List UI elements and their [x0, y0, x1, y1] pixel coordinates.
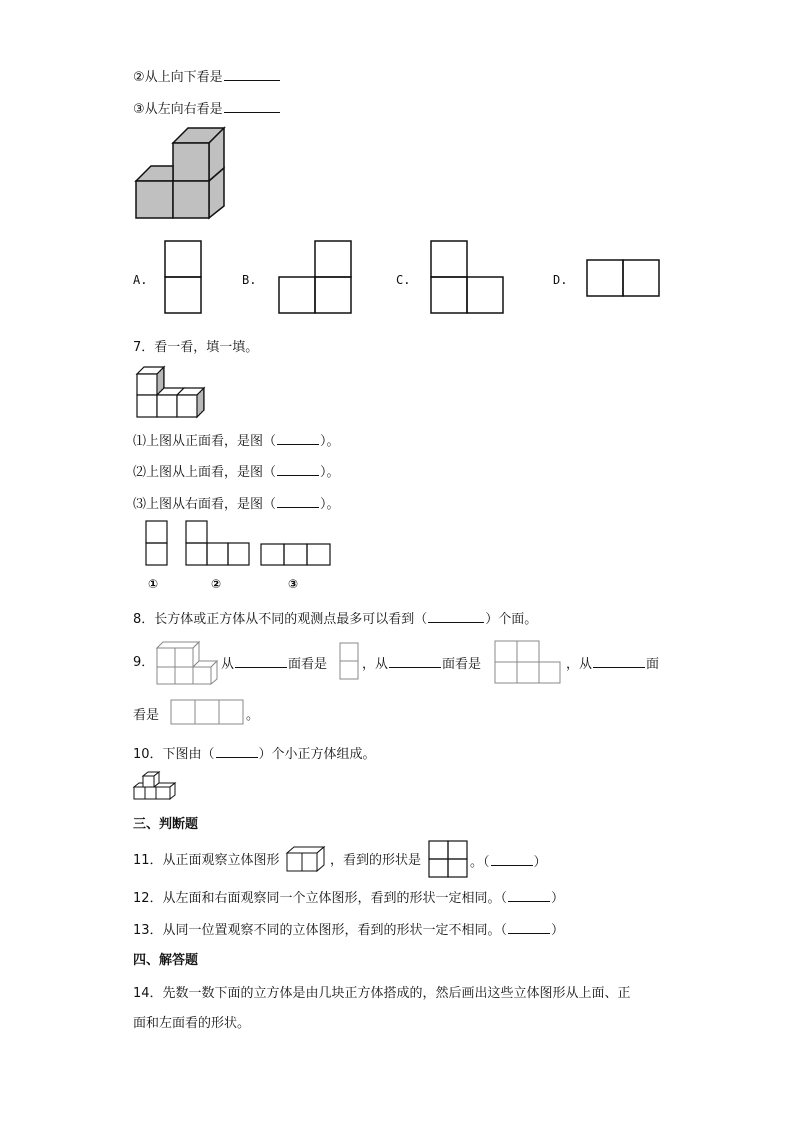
answer-blank[interactable]: [224, 67, 280, 81]
option-d-figure[interactable]: [586, 259, 662, 299]
answer-blank[interactable]: [277, 494, 319, 508]
option-b-figure[interactable]: [278, 240, 354, 316]
answer-blank[interactable]: [508, 888, 550, 902]
q7-title: 7．看一看，填一填。: [133, 340, 259, 355]
q11-mid: ，看到的形状是: [330, 853, 422, 868]
q7-solid-figure: [136, 366, 216, 422]
option-c-label: C.: [396, 273, 411, 287]
answer-blank[interactable]: [508, 920, 550, 934]
answer-blank[interactable]: [277, 462, 319, 476]
q10: 10．下图由（ ）个小正方体组成。: [133, 744, 376, 764]
option-c-figure[interactable]: [430, 240, 506, 316]
answer-blank[interactable]: [224, 99, 280, 113]
q9-part2: ，从 面看是: [362, 654, 481, 674]
q11-pre: 11．从正面观察立体图形: [133, 853, 280, 868]
q7-figure-label-3: ③: [288, 577, 299, 591]
q11-answer: 。（ ）: [470, 852, 547, 872]
q9-line2: 看是: [133, 708, 160, 723]
q13: 13．从同一位置观察不同的立体图形，看到的形状一定不相同。（ ）: [133, 920, 564, 940]
q7-sub1: ⑴上图从正面看，是图（ ）。: [133, 431, 340, 451]
option-a-figure[interactable]: [164, 240, 204, 316]
q9-view-3: [170, 699, 246, 727]
q7-figure-label-1: ①: [148, 577, 159, 591]
section-3-title: 三、判断题: [133, 817, 199, 832]
q6-sub2: ②从上向下看是: [133, 67, 281, 87]
q8: 8．长方体或正方体从不同的观测点最多可以看到（ ）个面。: [133, 609, 537, 629]
q14-line1: 14．先数一数下面的立方体是由几块正方体搭成的，然后画出这些立体图形从上面、正: [133, 986, 631, 1001]
q7-sub2: ⑵上图从上面看，是图（ ）。: [133, 462, 340, 482]
q9-period: 。: [246, 708, 260, 723]
answer-blank[interactable]: [277, 431, 319, 445]
q9-number: 9．: [133, 655, 155, 670]
q7-sub3: ⑶上图从右面看，是图（ ）。: [133, 494, 340, 514]
q9-part1: 从 面看是: [221, 654, 327, 674]
q9-view-1: [339, 642, 361, 682]
answer-blank[interactable]: [235, 654, 287, 668]
q7-figure-1: [145, 520, 169, 568]
q9-solid-figure: [156, 641, 220, 685]
q11-solid-figure: [284, 845, 328, 873]
answer-blank[interactable]: [491, 852, 533, 866]
q9-view-2: [494, 640, 562, 686]
q11-view-figure: [428, 840, 470, 880]
q7-figure-2: [185, 520, 253, 568]
answer-blank[interactable]: [428, 609, 484, 623]
q7-figure-label-2: ②: [211, 577, 222, 591]
answer-blank[interactable]: [389, 654, 441, 668]
answer-blank[interactable]: [216, 744, 258, 758]
option-b-label: B.: [242, 273, 257, 287]
q6-sub3: ③从左向右看是: [133, 99, 281, 119]
answer-blank[interactable]: [593, 654, 645, 668]
q12: 12．从左面和右面观察同一个立体图形，看到的形状一定相同。（ ）: [133, 888, 564, 908]
q9-part3: ，从 面: [566, 654, 659, 674]
q6-solid-figure: [130, 125, 240, 225]
q7-figure-3: [260, 543, 332, 569]
section-4-title: 四、解答题: [133, 953, 199, 968]
q10-solid-figure: [133, 771, 179, 803]
option-a-label: A.: [133, 273, 148, 287]
q14-line2: 面和左面看的形状。: [133, 1016, 251, 1031]
option-d-label: D.: [553, 273, 568, 287]
